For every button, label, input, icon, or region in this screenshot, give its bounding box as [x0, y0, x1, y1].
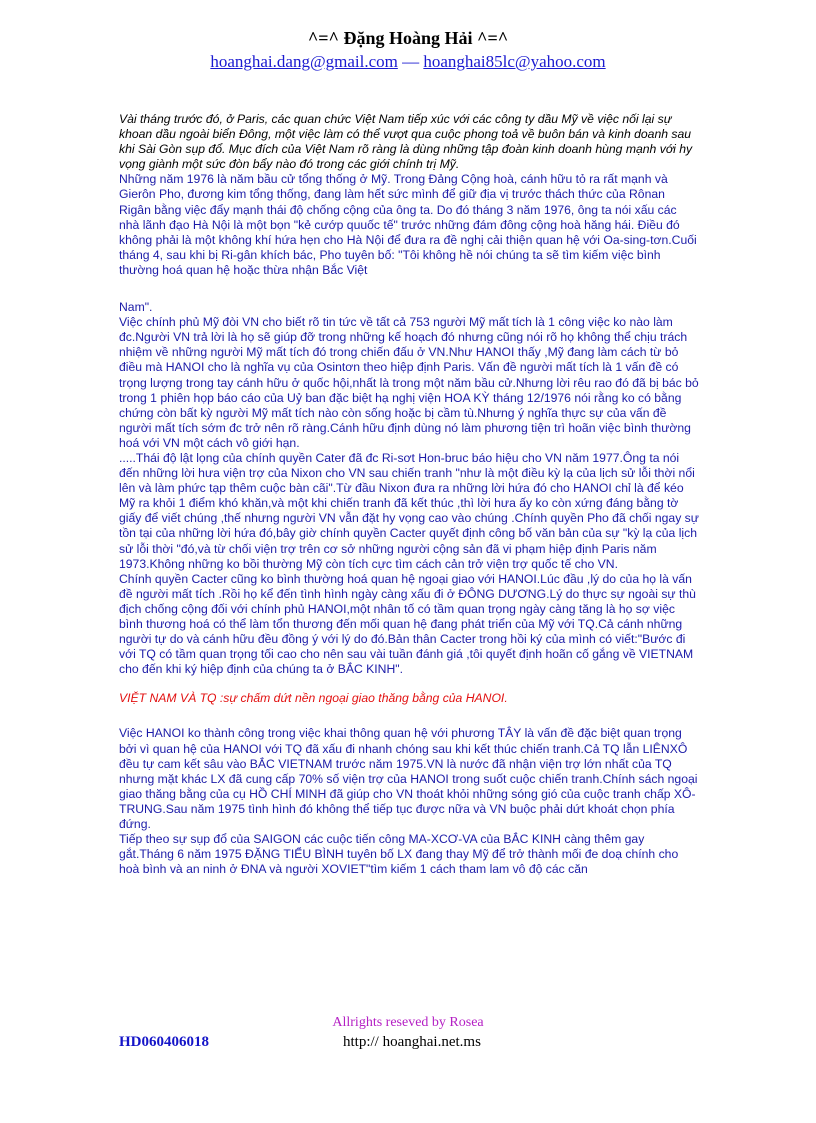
copyright-credit: Allrights reseved by Rosea: [332, 1015, 484, 1030]
document-code: HD060406018: [119, 1034, 209, 1050]
email-link-gmail[interactable]: hoanghai.dang@gmail.com: [210, 52, 398, 71]
body-paragraph: Nam".: [119, 300, 153, 315]
website-url[interactable]: http:// hoanghai.net.ms: [343, 1034, 481, 1050]
section-heading: VIỆT NAM VÀ TQ :sự chấm dứt nền ngoại giao thăng bằng của HANOI.: [119, 691, 508, 706]
body-paragraph: Việc HANOI ko thành công trong việc khai thông quan hệ với phương TÂY là vấn đề đặc biệt quan trọng bởi vì quan hệ của HANOI với TQ đã xấu đi nhanh chóng sau khi kết thúc chiến tranh.Cả TQ lẫn LIÊNXÔ đều tự cam kết sâu vào BẮC VIETNAM trước năm 1975.VN là nước đã nhận viện trợ lớn nhất của TQ nhưng mặt khác LX đã cung cấp 70% số viện trợ của HANOI trong suốt cuộc chiến tranh.Chính sách ngoại giao thăng bằng của cụ HỒ CHÍ MINH đã giúp cho VN thoát khỏi những sóng gió của cuộc tranh chấp XÔ-TRUNG.Sau năm 1975 tình hình đó không thể tiếp tục được nữa và VN buộc phải dứt khoát chọn phía đứng.: [119, 726, 698, 832]
email-link-yahoo[interactable]: hoanghai85lc@yahoo.com: [423, 52, 606, 71]
body-paragraph: Chính quyền Cacter cũng ko bình thường hoá quan hệ ngoại giao với HANOI.Lúc đầu ,lý do của họ là vấn đề người mất tích .Rồi họ kể đến tình hình ngày càng xấu đi ở ĐÔNG DƯƠNG.Lý do thực sự ngoài sự thù địch chống cộng đối với chính phủ HANOI,một nhân tố có tầm quan trọng ngày càng tăng là họ sợ việc bình thương hoá có thể làm tổn thương đến mối quan hệ đang phát triển của Mỹ với TQ.Cả cánh những người tự do và cánh hữu đều đồng ý với lý do đó.Bản thân Cacter trong hồi ký của mình có viết:"Bước đi với TQ có tầm quan trọng tối cao cho nên sau vài tuần đánh giá ,tôi quyết định hoãn cố gắng về VIETNAM cho đến khi ký hiệp định của chúng ta ở BẮC KINH".: [119, 571, 696, 677]
body-paragraph: Những năm 1976 là năm bầu cử tổng thống ở Mỹ. Trong Đảng Cộng hoà, cánh hữu tỏ ra rất mạnh và Gierôn Pho, đương kim tổng thống, đang làm hết sức mình để giữ địa vị trước thách thức của Rônan Rigân bằng việc đẩy mạnh thái độ chống cộng của ông ta. Do đó tháng 3 năm 1976, ông ta nói xấu các nhà lãnh đạo Hà Nội là một bọn "kẻ cướp quuốc tế" trước những đám đông cộng hoà hăng hái. Điều đó không phải là một không khí hứa hẹn cho Hà Nội để đưa ra đề nghị cải thiện quan hệ với Oa-sing-tơn.Cuối tháng 4, sau khi bị Ri-gân khích bác, Pho tuyên bố: "Tôi không hề nói chúng ta sẽ tìm kiếm việc bình thường hoá quan hệ hoặc thừa nhận Bắc Việt: [119, 172, 697, 277]
body-paragraph: Việc chính phủ Mỹ đòi VN cho biết rõ tin tức về tất cả 753 người Mỹ mất tích là 1 công việc ko nào làm đc.Người VN trả lời là họ sẽ giúp đỡ trong những kế hoạch đó nhưng cũng nói rõ họ không thể chịu trách nhiệm về những người Mỹ mất tích đó trong chiến đấu ở VN.Như HANOI thấy ,Mỹ đang làm cách từ bỏ điều mà HANOI cho là nghĩa vụ của Osintơn theo hiệp định Paris. Vấn đề người mất tích là 1 vấn đề có trọng lượng trong tay cánh hữu ở quốc hội,nhất là trong một năm bầu cử.Nhưng lời rêu rao đó đã bị bác bỏ trong 1 phiên họp báo cáo của Uỷ ban đặc biệt hạ nghị viện HOA KỲ tháng 12/1976 nói rằng ko có bằng chứng còn bất kỳ người Mỹ mất tích nào còn sống hoặc bị cầm tù.Nhưng ý nghĩa thực sự của vấn đề người mất tích sớm đc trở nên rõ ràng.Cánh hữu định dùng nó làm phương tiện trì hoãn việc bình thường hoá với VN một cách vô giới hạn.: [119, 315, 699, 450]
email-separator: —: [402, 52, 420, 71]
article-body: [119, 112, 699, 877]
body-paragraph: Tiếp theo sự sụp đổ của SAIGON các cuộc tiến công MA-XCƠ-VA của BẮC KINH càng thêm gay gắt.Tháng 6 năm 1975 ĐẶNG TIỂU BÌNH tuyên bố LX đang thay Mỹ để trở thành mối đe doạ chính cho hoà bình và an ninh ở ĐNA và người XOVIET"tìm kiếm 1 cách tham lam vô độ các căn: [119, 832, 679, 877]
author-emails: [0, 52, 816, 72]
body-paragraph: .....Thái độ lật lọng của chính quyền Cater đã đc Ri-sơt Hon-bruc báo hiệu cho VN năm 1977.Ông ta nói đến những lời hưa viện trợ của Nixon cho VN sau chiến tranh "như là một điều kỳ lạ của lịch sử lỗi thời nổi lên và làm phức tạp thêm cuộc bàn cãi".Từ đầu Nixon đưa ra những lời hứa đó cho HANOI chỉ là để kéo Mỹ ra khỏi 1 điểm khó khăn,và một khi chiến tranh đã kết thúc ,thì lời hưa ấy ko còn xứng đáng bằng tờ giấy để viết chúng ,thế nhưng người VN vẫn đặt hy vọng cao vào chúng .Chính quyền Pho đã chối ngay sự tồn tại của những lời hứa đó,bây giờ chính quyền Cacter quyết định công bố văn bản của sự "kỳ lạ của lịch sử lỗi thời "đó,và từ chối viện trợ trên cơ sở những người cộng sản đã vi phạm hiệp định Paris năm 1973.Không những ko bồi thường Mỹ còn tích cực tìm cách cản trở viện trợ quốc tế cho VN.: [119, 450, 699, 571]
author-title: ^=^ Đặng Hoàng Hải ^=^: [307, 28, 509, 48]
intro-paragraph: Vài tháng trước đó, ở Paris, các quan chức Việt Nam tiếp xúc với các công ty dầu Mỹ về việc nối lại sự khoan dầu ngoài biển Đông, một việc làm có thể vượt qua cuộc phong toả về buôn bán và kinh doanh sau khi Sài Gòn sụp đổ. Mục đích của Việt Nam rõ ràng là dùng những tập đoàn kinh doanh hùng mạnh với hy vọng giành một sức đòn bẩy nào đó trong các giới chính trị Mỹ.: [119, 112, 693, 172]
